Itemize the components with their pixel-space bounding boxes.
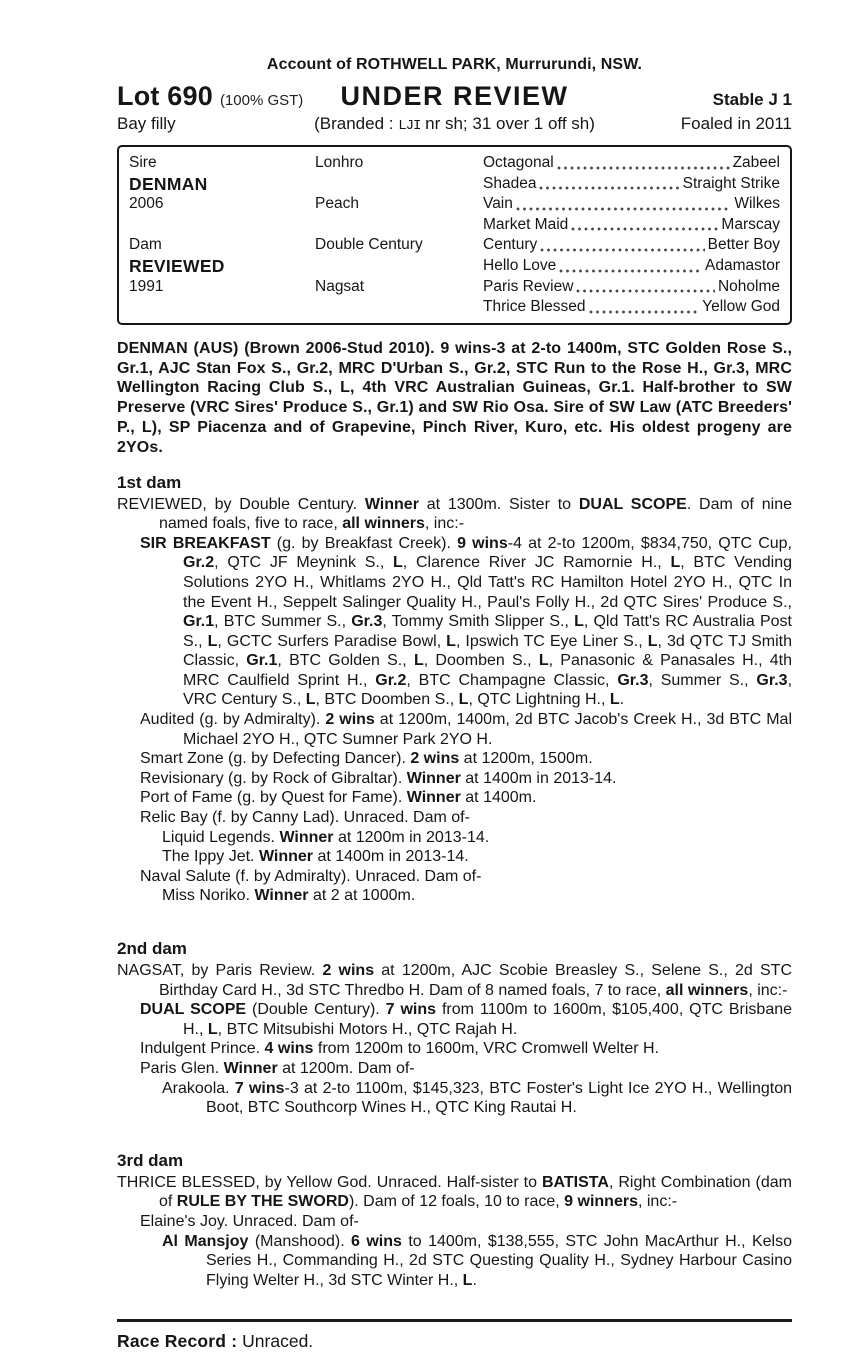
ancestor-name: Vain	[483, 195, 513, 213]
leader-dots	[559, 269, 702, 273]
ancestor-name: Market Maid	[483, 215, 569, 233]
spacer	[315, 174, 483, 195]
ancestor-sire: Marscay	[721, 215, 780, 233]
lot-row	[117, 81, 792, 111]
pedigree-entry: REVIEWED, by Double Century. Winner at 1300m. Sister to DUAL SCOPE. Dam of nine named foals, five to race, all winners, inc:-	[117, 495, 793, 533]
ancestor-name: Hello Love	[483, 256, 557, 274]
stable-number: Stable J 1	[712, 90, 792, 109]
brand-prefix: (Branded :	[314, 114, 399, 133]
pedigree-entry: DUAL SCOPE (Double Century). 7 wins from 1100m to 1600m, $105,400, QTC Brisbane H., L, BTC Mitsubishi Motors H., QTC Rajah H.	[140, 1001, 793, 1038]
lot-number: Lot 690	[117, 81, 213, 111]
pedigree-row	[483, 235, 780, 256]
brand-mark: LJI	[398, 118, 421, 134]
dam-parent-2: Nagsat	[315, 277, 365, 295]
pedigree-row	[483, 194, 780, 215]
pedigree-entry: Paris Glen. Winner at 1200m. Dam of-	[140, 1059, 415, 1077]
brand-line	[314, 114, 595, 134]
leader-dots	[516, 207, 731, 211]
dam-name: REVIEWED	[129, 255, 225, 276]
pedigree-entry: Naval Salute (f. by Admiralty). Unraced. Dam of-	[140, 867, 482, 885]
pedigree-row	[483, 174, 780, 195]
leader-dots	[540, 248, 704, 252]
section-3rd-dam	[117, 1151, 792, 1291]
pedigree-entry: SIR BREAKFAST (g. by Breakfast Creek). 9 wins-4 at 2-to 1200m, $834,750, QTC Cup, Gr.2, QTC JF Meynink S., L, Clarence River JC Ramornie H., L, BTC Vending Solutions 2YO H., Whitlams 2YO H., Qld Tatt's RC Hamilton Hotel 2YO H., QTC In the Event H., Seppelt Salinger Quality H., Paul's Folly H., 2d QTC Sires' Produce S., Gr.1, BTC Summer S., Gr.3, Tommy Smith Slipper S., L, Qld Tatt's RC Australia Post S., L, GCTC Surfers Paradise Bowl, L, Ipswich TC Eye Liner S., L, 3d QTC TJ Smith Classic, Gr.1, BTC Golden S., L, Doomben S., L, Panasonic & Panasales H., 4th MRC Caulfield Sprint H., Gr.2, BTC Champagne Classic, Gr.3, Summer S., Gr.3, VRC Century S., L, BTC Doomben S., L, QTC Lightning H., L.	[140, 534, 793, 709]
brand-suffix: nr sh; 31 over 1 off sh)	[420, 114, 595, 133]
spacer	[315, 215, 483, 236]
sire-parent-2: Peach	[315, 195, 359, 213]
dam-year: 1991	[129, 277, 164, 295]
dam-parent-1: Double Century	[315, 236, 423, 254]
section-1st-dam	[117, 473, 792, 906]
ancestor-sire: Better Boy	[707, 236, 780, 254]
pedigree-entry: Relic Bay (f. by Canny Lad). Unraced. Dam of-	[140, 809, 470, 827]
ancestor-name: Shadea	[483, 174, 537, 192]
ancestor-sire: Straight Strike	[682, 174, 780, 192]
pedigree-row	[483, 297, 780, 318]
leader-dots	[576, 289, 715, 293]
race-record-label: Race Record :	[117, 1331, 238, 1352]
sire-name: DENMAN	[129, 173, 208, 194]
sire-summary: DENMAN (AUS) (Brown 2006-Stud 2010). 9 wins-3 at 2-to 1400m, STC Golden Rose S., Gr.1, AJC Stan Fox S., Gr.2, MRC D'Urban S., Gr.2, STC Run to the Rose H., Gr.3, MRC Wellington Racing Club S., L, 4th VRC Australian Guineas, Gr.1. Half-brother to SW Preserve (VRC Sires' Produce S., Gr.1) and SW Rio Osa. Sire of SW Law (ATC Breeders' P., L), SP Piacenza and of Grapevine, Pinch River, Kuro, etc. His oldest progeny are 2YOs.	[117, 339, 792, 456]
pedigree-row	[483, 277, 780, 298]
ancestor-sire: Wilkes	[734, 195, 780, 213]
pedigree-entry: Al Mansjoy (Manshood). 6 wins to 1400m, $138,555, STC John MacArthur H., Kelso Series H., Commanding H., 2d STC Questing Quality H., Sydney Harbour Casino Flying Welter H., 3d STC Winter H., L.	[162, 1232, 792, 1289]
horse-description: Bay filly	[117, 114, 176, 133]
pedigree-entry: THRICE BLESSED, by Yellow God. Unraced. Half-sister to BATISTA, Right Combination (dam of RULE BY THE SWORD). Dam of 12 foals, 10 to race, 9 winners, inc:-	[117, 1173, 792, 1211]
account-line: Account of ROTHWELL PARK, Murrurundi, NSW.	[266, 56, 643, 73]
spacer	[315, 256, 483, 277]
ancestor-name: Thrice Blessed	[483, 298, 586, 316]
sire-parent-1: Lonhro	[315, 154, 364, 171]
spacer	[129, 297, 315, 318]
lot-left	[117, 81, 303, 112]
sire-label: Sire	[129, 154, 157, 171]
section-heading: 2nd dam	[117, 939, 187, 958]
gst-note: (100% GST)	[219, 92, 304, 109]
foaled-year: Foaled in 2011	[680, 114, 792, 133]
pedigree-column-main	[129, 153, 315, 318]
pedigree-column-parents	[315, 153, 483, 318]
race-record-text: Unraced.	[242, 1331, 314, 1352]
ancestor-sire: Noholme	[717, 277, 780, 295]
info-row	[117, 114, 792, 134]
spacer	[315, 297, 483, 318]
leader-dots	[557, 166, 730, 170]
section-heading: 3rd dam	[117, 1150, 184, 1170]
pedigree-entry: Smart Zone (g. by Defecting Dancer). 2 wins at 1200m, 1500m.	[140, 750, 593, 768]
pedigree-entry: Revisionary (g. by Rock of Gibraltar). Winner at 1400m in 2013-14.	[140, 769, 617, 787]
pedigree-entry: Port of Fame (g. by Quest for Fame). Winner at 1400m.	[140, 789, 537, 807]
section-heading: 1st dam	[117, 472, 182, 492]
pedigree-row	[483, 215, 780, 236]
pedigree-entry: Elaine's Joy. Unraced. Dam of-	[140, 1212, 359, 1230]
pedigree-column-grandparents	[483, 153, 780, 318]
pedigree-entry: Miss Noriko. Winner at 2 at 1000m.	[162, 887, 416, 905]
ancestor-sire: Yellow God	[702, 298, 780, 316]
section-2nd-dam	[117, 939, 792, 1118]
spacer	[129, 215, 315, 236]
race-record	[117, 1319, 792, 1352]
leader-dots	[571, 227, 718, 231]
ancestor-name: Paris Review	[483, 277, 574, 295]
pedigree-entry: The Ippy Jet. Winner at 1400m in 2013-14.	[162, 848, 469, 866]
status-title: UNDER REVIEW	[340, 81, 569, 111]
pedigree-row	[483, 153, 780, 174]
leader-dots	[589, 310, 700, 314]
ancestor-sire: Adamastor	[705, 256, 780, 274]
pedigree-table	[117, 145, 792, 325]
pedigree-entry: Liquid Legends. Winner at 1200m in 2013-14.	[162, 828, 490, 846]
pedigree-entry: NAGSAT, by Paris Review. 2 wins at 1200m, AJC Scobie Breasley S., Selene S., 2d STC Birthday Card H., 3d STC Thredbo H. Dam of 8 named foals, 7 to race, all winners, inc:-	[117, 962, 793, 999]
ancestor-name: Century	[483, 236, 538, 254]
pedigree-row	[483, 256, 780, 277]
pedigree-entry: Indulgent Prince. 4 wins from 1200m to 1600m, VRC Cromwell Welter H.	[140, 1040, 660, 1058]
ancestor-name: Octagonal	[483, 154, 554, 171]
ancestor-sire: Zabeel	[732, 154, 780, 171]
pedigree-entry: Audited (g. by Admiralty). 2 wins at 1200m, 1400m, 2d BTC Jacob's Creek H., 3d BTC Mal Michael 2YO H., QTC Sumner Park 2YO H.	[140, 711, 793, 748]
sire-year: 2006	[129, 195, 164, 213]
pedigree-entry: Arakoola. 7 wins-3 at 2-to 1100m, $145,323, BTC Foster's Light Ice 2YO H., Wellington Boot, BTC Southcorp Wines H., QTC King Rautai H.	[162, 1079, 792, 1117]
dam-label: Dam	[129, 236, 162, 254]
leader-dots	[539, 186, 679, 190]
